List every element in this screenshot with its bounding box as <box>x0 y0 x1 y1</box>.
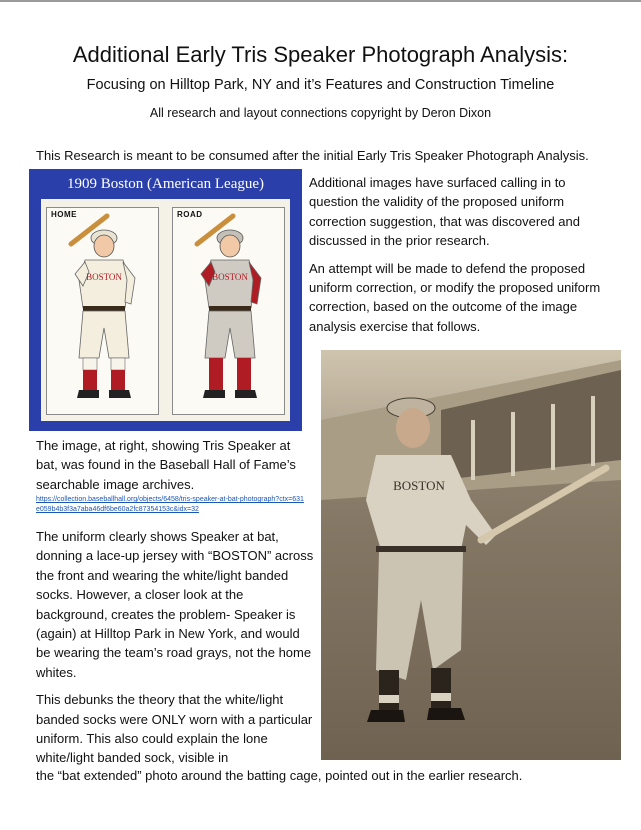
copyright-line: All research and layout connections copyright by Deron Dixon <box>149 106 492 120</box>
home-uniform-figure <box>47 208 158 414</box>
speaker-at-bat-photo <box>321 350 621 760</box>
page-subtitle: Focusing on Hilltop Park, NY and it’s Features and Construction Timeline <box>86 77 555 93</box>
road-jersey-lettering: BOSTON <box>212 272 248 282</box>
right-text-column <box>309 173 609 336</box>
road-uniform-figure <box>173 208 284 414</box>
left-intro-text: The image, at right, showing Tris Speaker at bat, was found in the Baseball Hall of Fame’s searchable image archives. <box>36 438 296 492</box>
road-uniform-panel <box>172 207 285 415</box>
body-text-column <box>36 527 316 768</box>
uniform-illustration-title: 1909 Boston (American League) <box>66 176 265 192</box>
right-paragraph-1: Additional images have surfaced calling in to question the validity of the proposed uniform correction suggestion, that was discovered and discussed in the prior research. <box>309 175 580 249</box>
home-uniform-panel <box>46 207 159 415</box>
body-paragraph-2: This debunks the theory that the white/light banded socks were ONLY worn with a particular uniform. This also could explain the lone white/light banded sock, visible in <box>36 692 313 766</box>
intro-text: This Research is meant to be consumed after the initial Early Tris Speaker Photograph Analysis. <box>36 148 589 163</box>
photo-jersey-lettering: BOSTON <box>393 478 445 493</box>
road-label: ROAD <box>177 210 203 219</box>
closing-line: the “bat extended” photo around the batting cage, pointed out in the earlier research. <box>36 768 523 783</box>
source-link[interactable]: https://collection.baseballhall.org/objects/6458/tris-speaker-at-bat-photograph?ctx=631e059b4b3f3a7aba46df6be60a2fc87354153c&idx=32 <box>36 496 304 513</box>
top-rule <box>0 0 641 2</box>
body-paragraph-1: The uniform clearly shows Speaker at bat, donning a lace-up jersey with “BOSTON” across the front and wearing the white/light banded socks. However, a closer look at the background, creates the problem- Speaker is (again) at Hilltop Park in New York, and would be wearing the team’s road grays, not the home whites. <box>36 529 314 680</box>
uniform-illustration <box>29 169 302 431</box>
page-title: Additional Early Tris Speaker Photograph Analysis: <box>72 42 569 67</box>
home-label: HOME <box>51 210 77 219</box>
home-jersey-lettering: BOSTON <box>86 272 122 282</box>
right-paragraph-2: An attempt will be made to defend the proposed uniform correction, or modify the proposed uniform correction, based on the outcome of the image analysis exercise that follows. <box>309 260 601 334</box>
